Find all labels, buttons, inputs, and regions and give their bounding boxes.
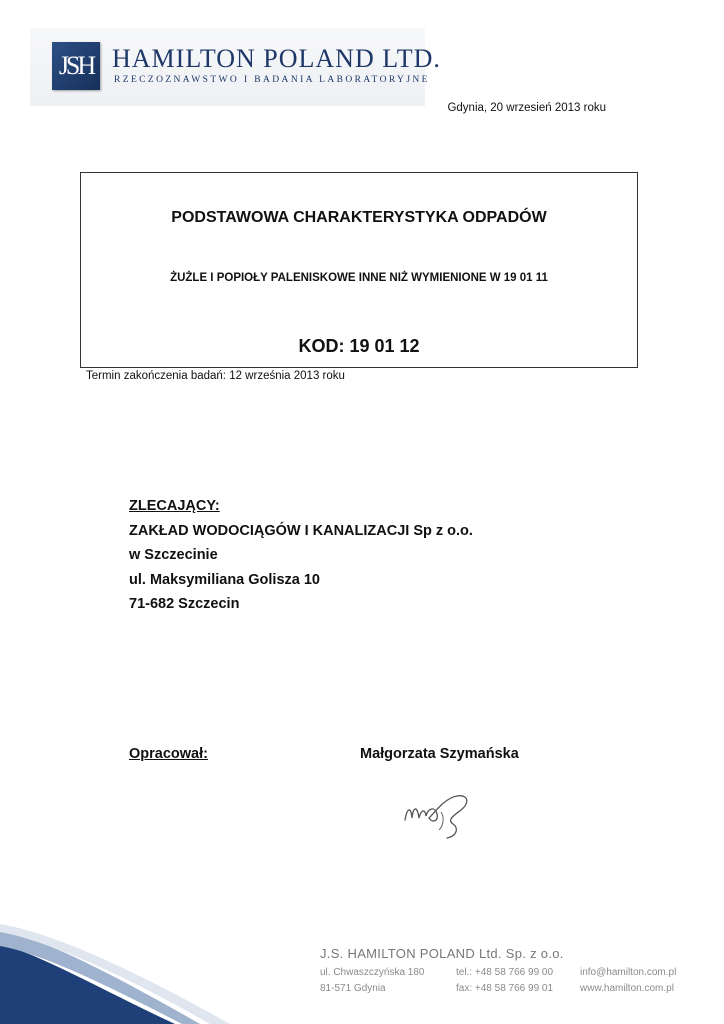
waste-code: KOD: 19 01 12	[298, 336, 420, 356]
footer-website[interactable]: www.hamilton.com.pl	[580, 983, 674, 994]
footer-fax: fax: +48 58 766 99 01	[456, 983, 554, 994]
company-tagline: RZECZOZNAWSTWO I BADANIA LABORATORYJNE	[114, 75, 430, 85]
footer-email[interactable]: info@hamilton.com.pl	[580, 967, 677, 978]
document-date: Gdynia, 20 wrzesień 2013 roku	[447, 102, 606, 114]
prepared-by-label: Opracował:	[129, 746, 208, 762]
footer-company: J.S. HAMILTON POLAND Ltd. Sp. z o.o.	[320, 946, 564, 961]
client-name: ZAKŁAD WODOCIĄGÓW I KANALIZACJI Sp z o.o.	[129, 522, 473, 539]
document-title: PODSTAWOWA CHARAKTERYSTYKA ODPADÓW	[171, 209, 547, 226]
waste-description: ŻUŻLE I POPIOŁY PALENISKOWE INNE NIŻ WYMIENIONE W 19 01 11	[170, 272, 548, 284]
completion-date: Termin zakończenia badań: 12 września 2013 roku	[86, 370, 345, 382]
prepared-by-name: Małgorzata Szymańska	[360, 746, 519, 762]
footer-address1: ul. Chwaszczyńska 180	[320, 967, 425, 978]
company-logo	[30, 28, 441, 106]
signature	[395, 788, 495, 848]
client-postal: 71-682 Szczecin	[129, 596, 240, 612]
client-label: ZLECAJĄCY:	[129, 498, 220, 514]
footer-phone: tel.: +48 58 766 99 00	[456, 967, 554, 978]
logo-mark: JSH	[52, 42, 100, 90]
client-city: w Szczecinie	[129, 547, 218, 563]
client-block	[129, 494, 473, 617]
footer-address2: 81-571 Gdynia	[320, 983, 386, 994]
title-box	[80, 172, 638, 368]
client-street: ul. Maksymiliana Golisza 10	[129, 571, 320, 588]
company-name: HAMILTON POLAND LTD.	[112, 44, 441, 73]
